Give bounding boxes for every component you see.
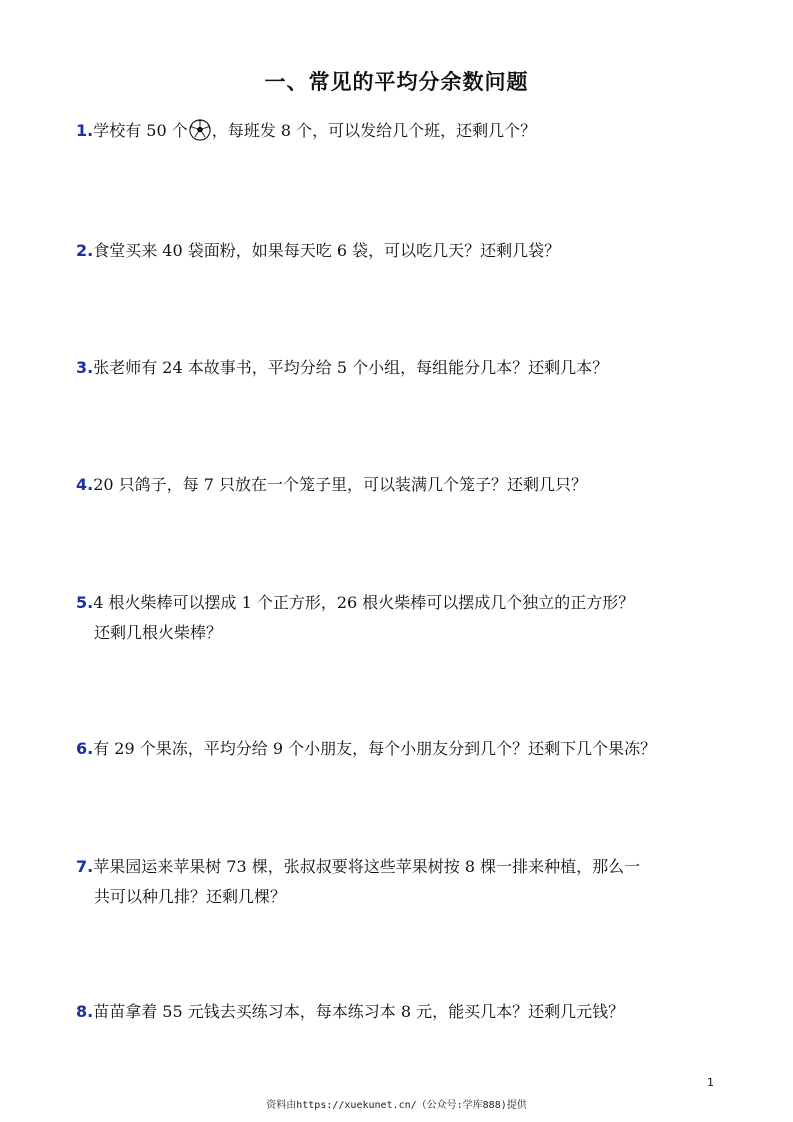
question-number: 6.	[76, 739, 94, 758]
question-text: 20 只鸽子，每 7 只放在一个笼子里，可以装满几个笼子？还剩几只？	[93, 475, 588, 494]
question-3	[76, 353, 726, 383]
soccer-ball-icon	[189, 119, 211, 141]
question-number: 1.	[76, 121, 94, 140]
footer-source: 资料由https://xuekunet.cn/（公众号:学库888)提供	[266, 1100, 527, 1111]
question-number: 5.	[76, 593, 94, 612]
question-7	[76, 852, 726, 912]
question-text: 苹果园运来苹果树 73 棵，张叔叔要将这些苹果树按 8 棵一排来种植，那么一	[93, 857, 641, 876]
question-4	[76, 470, 726, 500]
question-number: 7.	[76, 857, 94, 876]
question-number: 4.	[76, 475, 94, 494]
question-text: 4 根火柴棒可以摆成 1 个正方形，26 根火柴棒可以摆成几个独立的正方形？	[93, 593, 635, 612]
question-2	[76, 236, 726, 266]
question-text: 苗苗拿着 55 元钱去买练习本，每本练习本 8 元，能买几本？还剩几元钱？	[93, 1002, 625, 1021]
question-text-line2: 还剩几根火柴棒？	[94, 623, 223, 642]
page-title: 一、常见的平均分余数问题	[264, 70, 529, 94]
question-number: 2.	[76, 241, 94, 260]
question-text: 有 29 个果冻，平均分给 9 个小朋友，每个小朋友分到几个？还剩下几个果冻？	[93, 739, 657, 758]
question-number: 3.	[76, 358, 94, 377]
question-text-line2: 共可以种几排？还剩几棵？	[94, 887, 287, 906]
question-text: 学校有 50 个	[93, 121, 188, 140]
question-text: 张老师有 24 本故事书，平均分给 5 个小组，每组能分几本？还剩几本？	[93, 358, 609, 377]
question-1	[76, 116, 726, 146]
question-text: 食堂买来 40 袋面粉，如果每天吃 6 袋，可以吃几天？还剩几袋？	[93, 241, 561, 260]
question-5	[76, 588, 726, 648]
question-8	[76, 997, 726, 1027]
question-text-continued: ，每班发 8 个，可以发给几个班，还剩几个？	[211, 121, 537, 140]
question-6	[76, 734, 726, 764]
question-number: 8.	[76, 1002, 94, 1021]
page-number: 1	[707, 1076, 714, 1089]
